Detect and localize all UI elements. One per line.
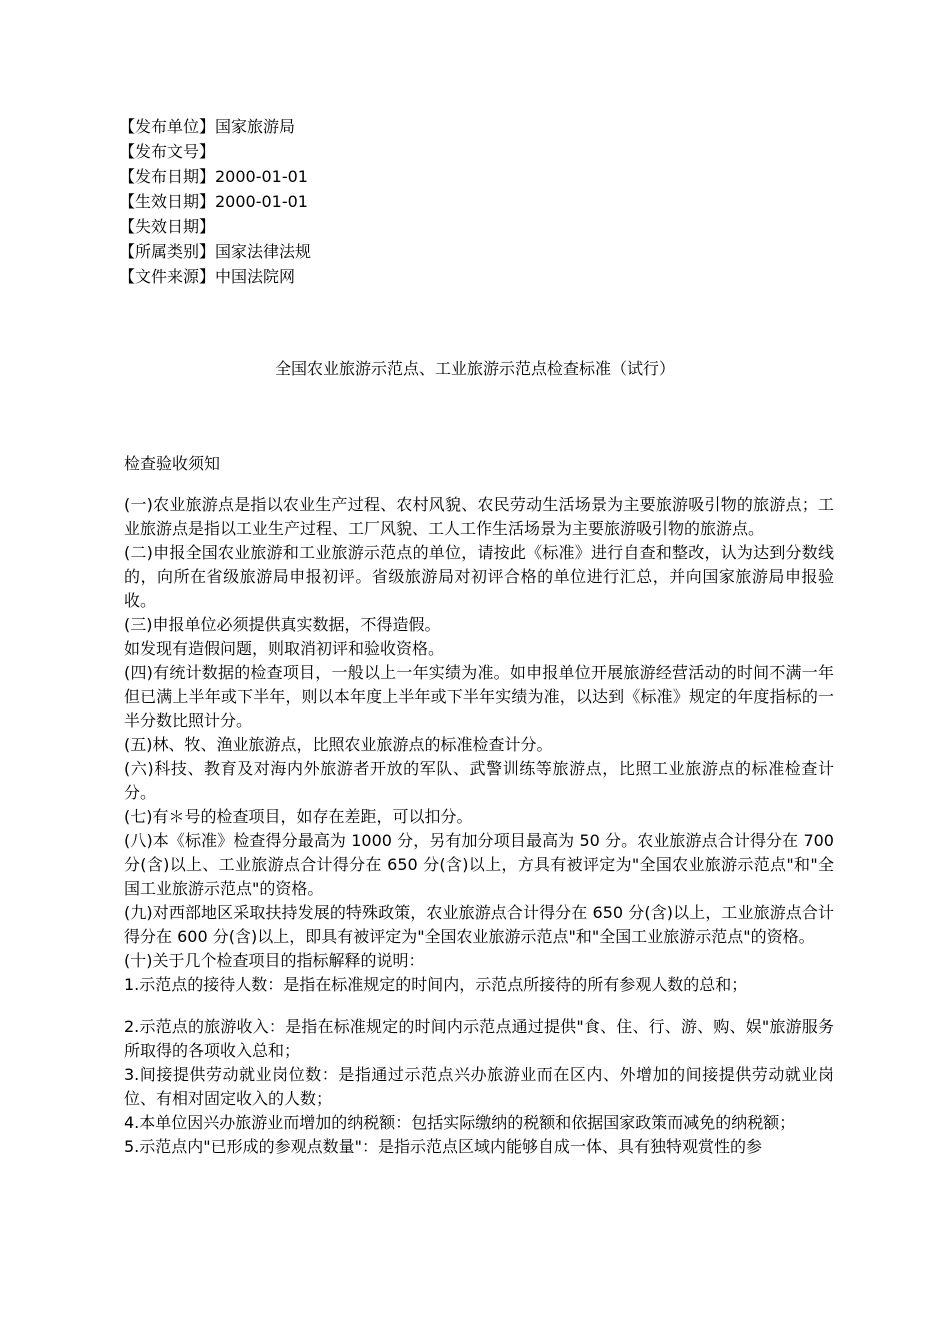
- paragraph: (八)本《标准》检查得分最高为 1000 分，另有加分项目最高为 50 分。农业旅游点合计得分在 700 分(含)以上、工业旅游点合计得分在 650 分(含)以上，方具有被评定为"全国农业旅游示范点"和"全国工业旅游示范点"的资格。: [124, 831, 834, 898]
- paragraph: (三)申报单位必须提供真实数据，不得造假。: [124, 615, 441, 634]
- paragraph: (十)关于几个检查项目的指标解释的说明：: [124, 951, 425, 970]
- meta-publish-date: 【发布日期】2000-01-01: [119, 167, 308, 186]
- paragraph: (七)有＊号的检查项目，如存在差距，可以扣分。: [124, 807, 473, 826]
- meta-issuer: 【发布单位】国家旅游局: [119, 117, 296, 136]
- paragraph: (六)科技、教育及对海内外旅游者开放的军队、武警训练等旅游点，比照工业旅游点的标准检查计分。: [124, 759, 834, 802]
- paragraph: 1.示范点的接待人数：是指在标准规定的时间内，示范点所接待的所有参观人数的总和；: [124, 975, 748, 994]
- document-title: 全国农业旅游示范点、工业旅游示范点检查标准（试行）: [274, 359, 675, 378]
- paragraph: (四)有统计数据的检查项目，一般以上一年实绩为准。如申报单位开展旅游经营活动的时间不满一年但已满上半年或下半年，则以本年度上半年或下半年实绩为准，以达到《标准》规定的年度指标的一半分数比照计分。: [124, 663, 834, 730]
- meta-category: 【所属类别】国家法律法规: [119, 242, 312, 261]
- paragraph: 4.本单位因兴办旅游业而增加的纳税额：包括实际缴纳的税额和依据国家政策而减免的纳税额；: [124, 1113, 796, 1132]
- paragraph: (二)申报全国农业旅游和工业旅游示范点的单位，请按此《标准》进行自查和整改，认为达到分数线的，向所在省级旅游局申报初评。省级旅游局对初评合格的单位进行汇总，并向国家旅游局申报验收。: [124, 543, 834, 610]
- paragraph: (一)农业旅游点是指以农业生产过程、农村风貌、农民劳动生活场景为主要旅游吸引物的旅游点；工业旅游点是指以工业生产过程、工厂风貌、工人工作生活场景为主要旅游吸引物的旅游点。: [124, 495, 834, 538]
- meta-expiry-date: 【失效日期】: [119, 217, 216, 236]
- paragraph: 5.示范点内"已形成的参观点数量"：是指示范点区域内能够自成一体、具有独特观赏性的参: [124, 1137, 762, 1156]
- document-body: [124, 493, 834, 1159]
- paragraph: 2.示范点的旅游收入：是指在标准规定的时间内示范点通过提供"食、住、行、游、购、娱"旅游服务所取得的各项收入总和；: [124, 1017, 834, 1060]
- paragraph: (九)对西部地区采取扶持发展的特殊政策，农业旅游点合计得分在 650 分(含)以上，工业旅游点合计得分在 600 分(含)以上，即具有被评定为"全国农业旅游示范点"和"全国工业旅游示范点"的资格。: [124, 903, 834, 946]
- meta-doc-number: 【发布文号】: [119, 142, 216, 161]
- meta-source: 【文件来源】中国法院网: [119, 267, 296, 286]
- paragraph: (五)林、牧、渔业旅游点，比照农业旅游点的标准检查计分。: [124, 735, 553, 754]
- section-heading: 检查验收须知: [124, 454, 221, 473]
- meta-effective-date: 【生效日期】2000-01-01: [119, 192, 308, 211]
- paragraph: 3.间接提供劳动就业岗位数：是指通过示范点兴办旅游业而在区内、外增加的间接提供劳动就业岗位、有相对固定收入的人数；: [124, 1065, 834, 1108]
- paragraph: 如发现有造假问题，则取消初评和验收资格。: [124, 639, 445, 658]
- document-metadata: [119, 114, 819, 289]
